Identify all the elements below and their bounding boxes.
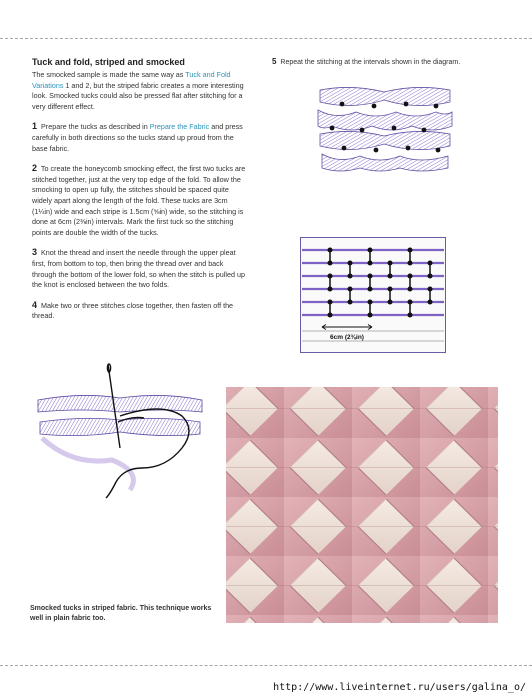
interval-measure-label: 6cm (2⅜in): [330, 334, 364, 341]
step-1-text-a: Prepare the tucks as described in: [41, 122, 150, 132]
step-1-text-b: and press carefully in both directions so the tucks stand up proud from the base fabric.: [32, 122, 243, 153]
smocked-fabric-photo: [226, 387, 498, 623]
text-column: [32, 56, 248, 331]
intro-text-b: 1 and 2, but the striped fabric creates a more interesting look. Smocked tucks could also be pressed flat after stitching for a very different effect.: [32, 80, 244, 111]
step-5-number: 5: [272, 57, 277, 66]
bottom-dashed-rule: [0, 665, 532, 666]
step-4-number: 4: [32, 299, 38, 310]
step-5-text: Repeat the stitching at the intervals shown in the diagram.: [280, 59, 461, 66]
needle-stitch-illustration: [32, 356, 208, 506]
step-4: [32, 300, 248, 322]
step-1: [32, 121, 248, 154]
photo-caption: Smocked tucks in striped fabric. This technique works well in plain fabric too.: [30, 605, 212, 622]
step-2-text: To create the honeycomb smocking effect, the first two tucks are stitched together, just at the very top edge of the fold. To allow the smocking to open up fully, the stitches should be spaced quite widely apart along the length of the fold. These tucks are 3cm (1¼in) wide and each stripe is 1.5cm (⅝in) wide, so the stitching is done at 6cm (2⅜in) intervals. Mark the first tuck so the stitching points are double the width of the tucks.: [32, 164, 246, 237]
top-dashed-rule: [0, 38, 532, 39]
stitch-interval-diagram: [300, 237, 446, 353]
tuck-and-fold-link[interactable]: Tuck and Fold Variations: [32, 70, 231, 90]
step-5: [272, 57, 460, 68]
section-title: Tuck and fold, striped and smocked: [32, 57, 185, 67]
prepare-fabric-link[interactable]: Prepare the Fabric: [149, 122, 210, 132]
step-2: [32, 163, 248, 238]
step-1-number: 1: [32, 121, 38, 132]
intro-text-a: The smocked sample is made the same way as: [32, 70, 186, 79]
smocking-sketch-illustration: [312, 82, 458, 174]
intro-paragraph: [32, 70, 248, 112]
source-url: http://www.liveinternet.ru/users/galina_o/: [273, 682, 526, 693]
step-3-number: 3: [32, 247, 38, 258]
step-3-text: Knot the thread and insert the needle through the upper pleat first, from bottom to top, then bring the thread over and back through the bottom of the lower fold, so when the stitch is pulled up the knot is enclosed between the two folds.: [32, 248, 245, 290]
step-3: [32, 247, 248, 290]
step-4-text: Make two or three stitches close together, then fasten off the thread.: [32, 300, 234, 321]
step-2-number: 2: [32, 163, 38, 174]
